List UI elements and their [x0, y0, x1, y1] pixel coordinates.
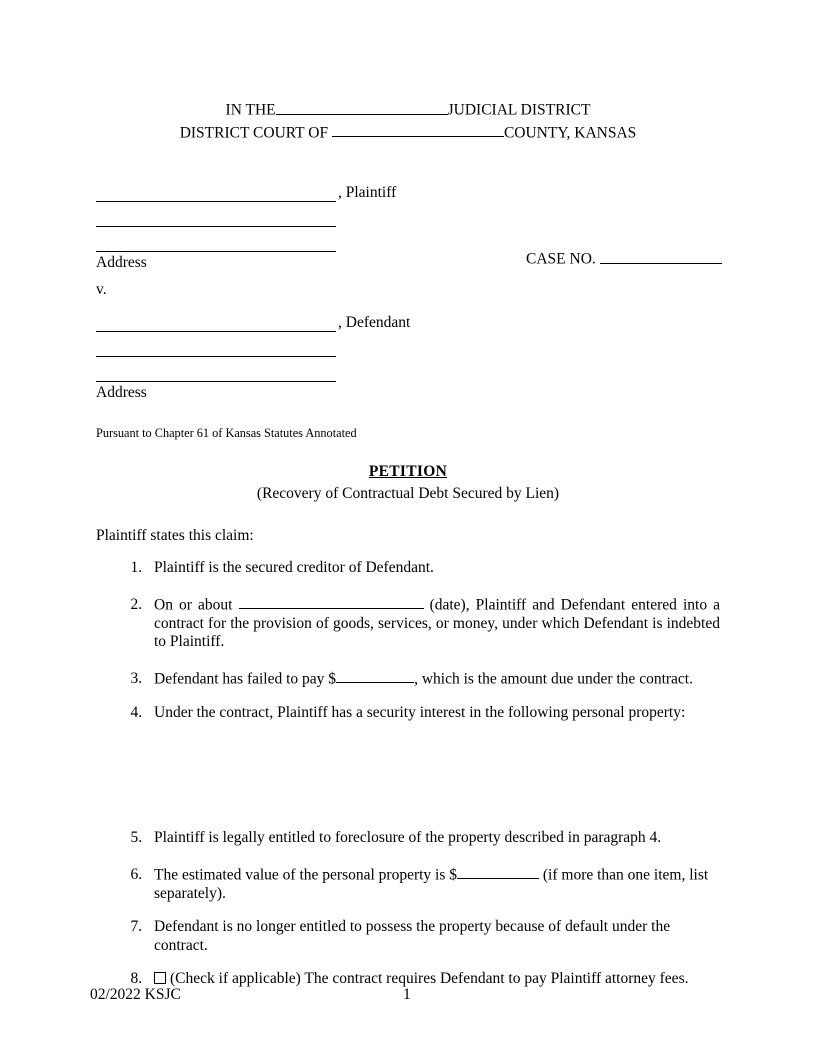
- attorney-fees-checkbox[interactable]: [154, 972, 166, 984]
- case-number-field: [526, 247, 722, 269]
- defendant-address-label: Address: [96, 384, 147, 401]
- defendant-address-line-2-row: [96, 357, 720, 382]
- plaintiff-address-blank-2[interactable]: [96, 234, 336, 252]
- case-number-blank[interactable]: [600, 247, 722, 264]
- statute-note: Pursuant to Chapter 61 of Kansas Statutes Annotated: [96, 426, 357, 440]
- parties-block: [96, 177, 720, 402]
- judicial-district-blank[interactable]: [276, 98, 448, 115]
- plaintiff-name-blank[interactable]: [96, 184, 336, 202]
- revision-code: 02/2022 KSJC: [90, 986, 181, 1003]
- caption-in-the-text: IN THE: [225, 101, 276, 119]
- case-number-label: CASE NO.: [526, 250, 596, 268]
- claim-2-text-pre: On or about: [154, 596, 233, 613]
- page-title: PETITION: [368, 463, 448, 480]
- intro-text: Plaintiff states this claim:: [96, 527, 254, 544]
- contract-date-blank[interactable]: [239, 593, 424, 610]
- caption-district-court-text: DISTRICT COURT OF: [179, 124, 329, 141]
- caption-judicial-district-text: JUDICIAL DISTRICT: [447, 101, 591, 119]
- plaintiff-address-label: Address: [96, 254, 147, 271]
- court-caption: [96, 98, 720, 143]
- claim-item-8: [146, 970, 720, 989]
- defendant-address-blank-1[interactable]: [96, 339, 336, 357]
- plaintiff-address-blank-1[interactable]: [96, 209, 336, 227]
- caption-line-county: [96, 121, 720, 144]
- claim-item-6: [146, 863, 720, 904]
- defendant-name-blank[interactable]: [96, 314, 336, 332]
- caption-county-kansas-text: COUNTY, KANSAS: [503, 124, 637, 141]
- page-number: 1: [403, 986, 411, 1003]
- versus-text: v.: [96, 281, 107, 298]
- claim-1-text: Plaintiff is the secured creditor of Defendant.: [154, 559, 434, 576]
- defendant-address-line-1-row: [96, 332, 720, 357]
- document-title-block: [96, 463, 720, 503]
- claim-6-text-pre: The estimated value of the personal property is $: [154, 866, 458, 883]
- claim-6-text-post: (if more than one item, list separately).: [154, 866, 709, 902]
- claim-item-3: [146, 667, 720, 689]
- plaintiff-label: , Plaintiff: [338, 184, 397, 201]
- claim-item-7: [146, 918, 720, 955]
- claim-4-text: Under the contract, Plaintiff has a security interest in the following personal property:: [154, 703, 686, 721]
- claim-item-1: [146, 559, 720, 578]
- claim-8-text: (Check if applicable) The contract requires Defendant to pay Plaintiff attorney fees.: [170, 970, 689, 987]
- defendant-name-row: [96, 307, 720, 332]
- county-blank[interactable]: [332, 121, 504, 138]
- claim-3-text-post: , which is the amount due under the contract.: [414, 670, 693, 687]
- caption-line-judicial-district: [96, 98, 720, 121]
- plaintiff-address-line-1-row: [96, 202, 720, 227]
- claim-item-4: [146, 704, 720, 815]
- claim-2-text-post: (date), Plaintiff and Defendant entered into a contract for the provision of goods, services, or money, under which Defendant is indebted to Plaintiff.: [154, 596, 721, 650]
- defendant-address-blank-2[interactable]: [96, 364, 336, 382]
- claim-7-text: Defendant is no longer entitled to possess the property because of default under the contract.: [154, 918, 671, 954]
- plaintiff-name-row: [96, 177, 720, 202]
- claim-item-2: [146, 593, 720, 652]
- claim-item-5: [146, 829, 720, 848]
- page-subtitle: (Recovery of Contractual Debt Secured by Lien): [256, 485, 560, 502]
- estimated-value-blank[interactable]: [457, 863, 539, 880]
- claim-3-text-pre: Defendant has failed to pay $: [154, 670, 337, 687]
- property-description-area[interactable]: [154, 722, 720, 814]
- defendant-label: , Defendant: [338, 314, 411, 331]
- claim-5-text: Plaintiff is legally entitled to foreclosure of the property described in paragraph 4.: [154, 829, 662, 846]
- amount-due-blank[interactable]: [336, 667, 414, 684]
- claims-list: [96, 559, 720, 989]
